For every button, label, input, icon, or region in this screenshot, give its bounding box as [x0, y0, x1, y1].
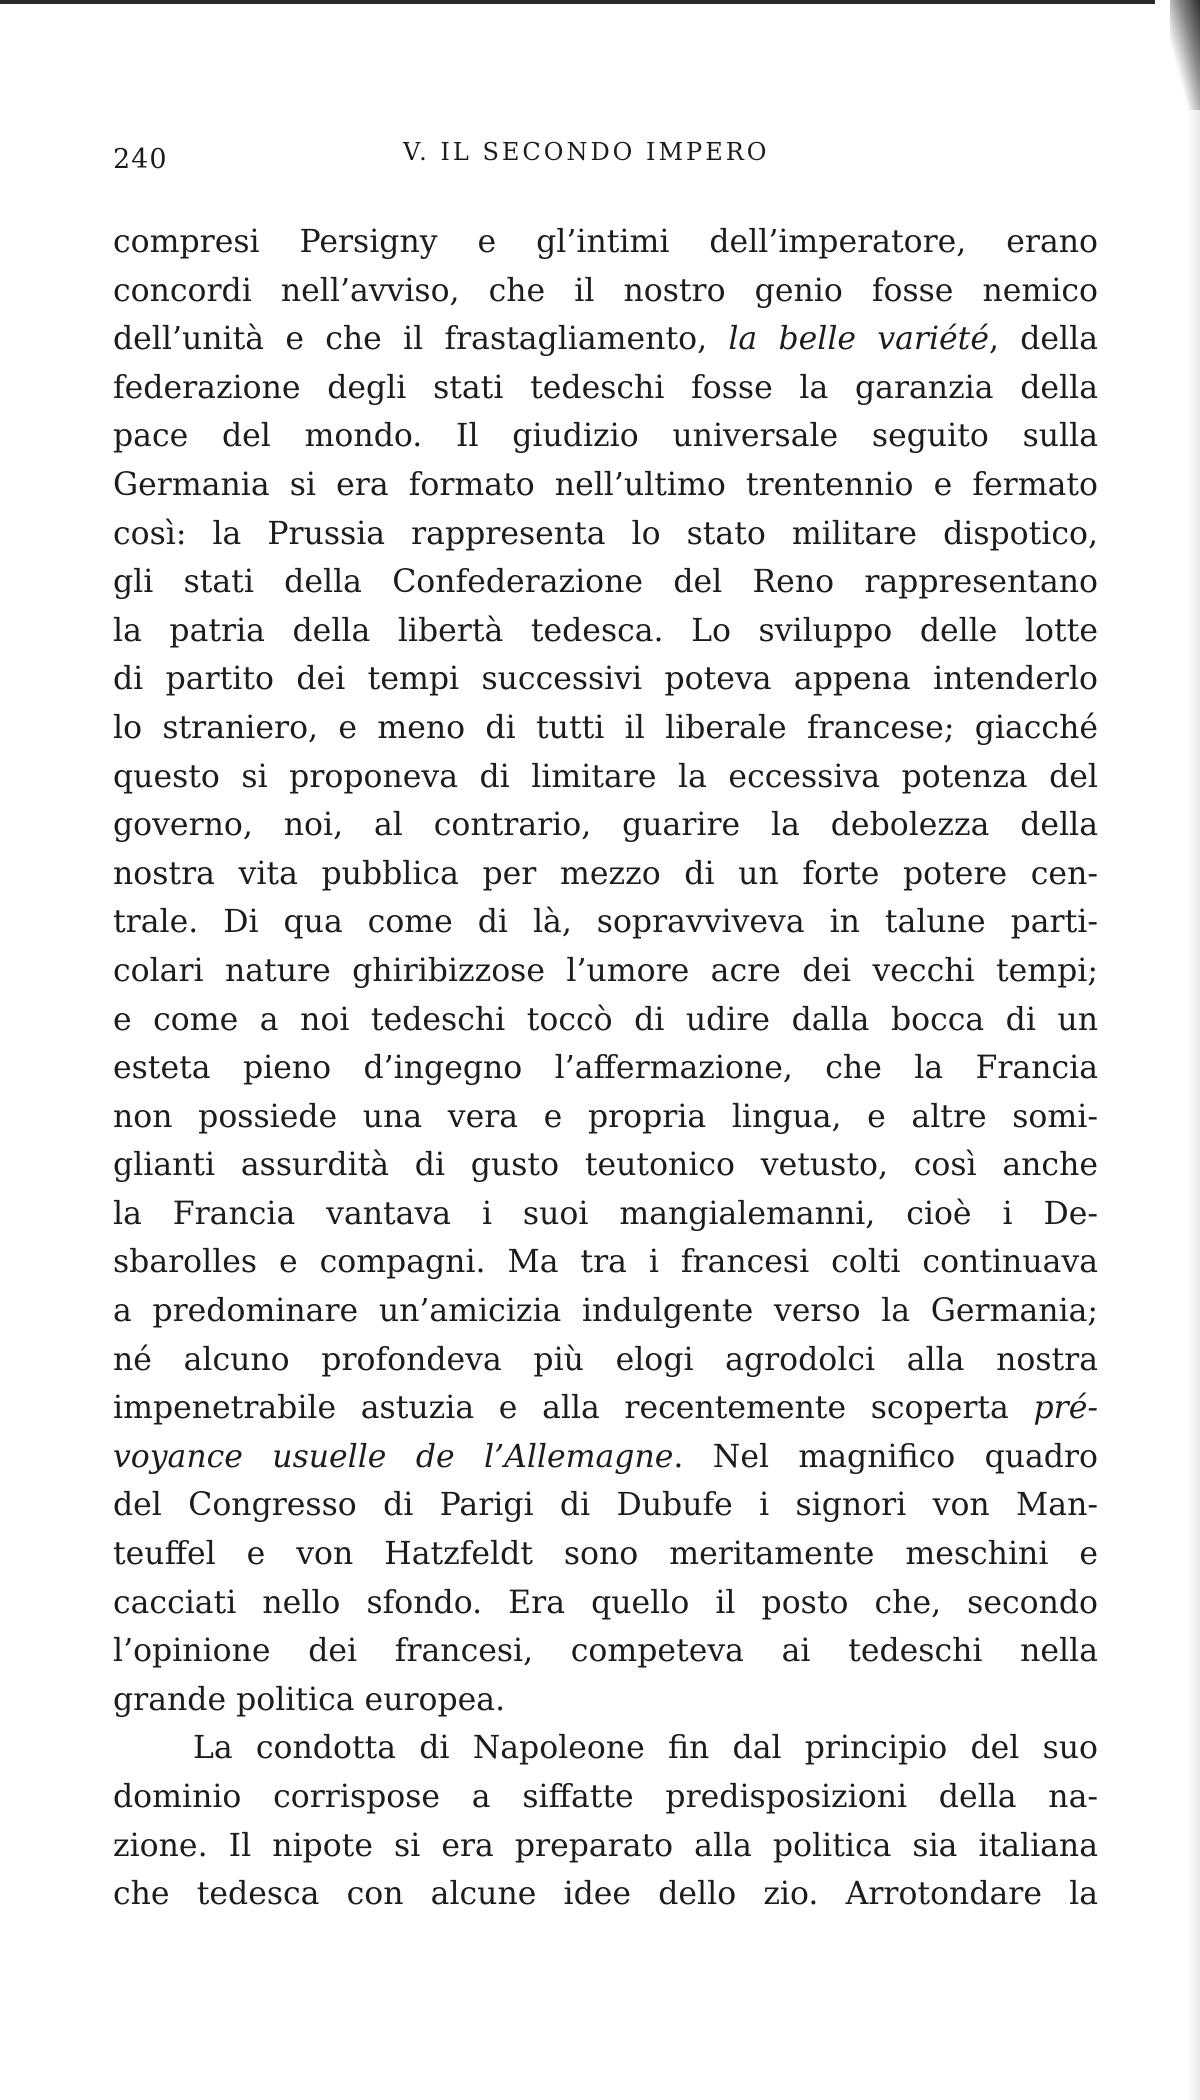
text-segment: di partito dei tempi successivi poteva appena intenderlo	[113, 661, 1098, 698]
text-segment: zione. Il nipote si era preparato alla politica sia italiana	[113, 1827, 1098, 1864]
text-line	[113, 1627, 1098, 1676]
italic-phrase: pré-	[1033, 1390, 1098, 1427]
text-line	[113, 412, 1098, 461]
text-line	[113, 1773, 1098, 1822]
text-segment: che tedesca con alcune idee dello zio. Arrotondare la	[113, 1876, 1098, 1913]
text-line	[113, 558, 1098, 607]
text-line	[113, 801, 1098, 850]
text-segment: governo, noi, al contrario, guarire la debolezza della	[113, 807, 1098, 844]
text-line	[113, 1336, 1098, 1385]
italic-phrase: la belle variété	[728, 321, 989, 358]
text-line	[113, 850, 1098, 899]
text-line	[113, 655, 1098, 704]
text-segment: impenetrabile astuzia e alla recentemente scoperta	[113, 1390, 1034, 1427]
text-line	[113, 267, 1098, 316]
text-segment: la Francia vantava i suoi mangialemanni, cioè i De-	[113, 1195, 1098, 1232]
text-line	[113, 218, 1098, 267]
text-line	[113, 996, 1098, 1045]
text-line	[113, 704, 1098, 753]
text-segment: esteta pieno d’ingegno l’affermazione, che la Francia	[113, 1050, 1098, 1087]
text-segment: federazione degli stati tedeschi fosse la garanzia della	[113, 369, 1098, 406]
text-segment: glianti assurdità di gusto teutonico vetusto, così anche	[113, 1147, 1098, 1184]
text-line	[113, 1287, 1098, 1336]
italic-phrase: voyance usuelle de l’Allemagne	[113, 1438, 674, 1475]
text-segment: concordi nell’avviso, che il nostro genio fosse nemico	[113, 272, 1098, 309]
text-segment: colari nature ghiribizzose l’umore acre dei vecchi tempi;	[113, 952, 1098, 989]
text-segment: teuffel e von Hatzfeldt sono meritamente meschini e	[113, 1536, 1098, 1573]
text-segment: nostra vita pubblica per mezzo di un forte potere cen-	[113, 855, 1098, 892]
text-line	[113, 461, 1098, 510]
text-line	[113, 1724, 1098, 1773]
text-line	[113, 1822, 1098, 1871]
text-segment: né alcuno profondeva più elogi agrodolci alla nostra	[113, 1341, 1098, 1378]
text-line	[113, 1238, 1098, 1287]
text-line	[113, 1870, 1098, 1919]
text-line	[113, 1676, 1098, 1725]
text-segment: l’opinione dei francesi, competeva ai tedeschi nella	[113, 1633, 1098, 1670]
body-text	[113, 218, 1098, 1919]
text-line	[113, 1093, 1098, 1142]
text-line	[113, 1481, 1098, 1530]
text-line	[113, 1044, 1098, 1093]
text-segment: così: la Prussia rappresenta lo stato militare dispotico,	[113, 515, 1098, 552]
text-segment: cacciati nello sfondo. Era quello il posto che, secondo	[113, 1584, 1098, 1621]
text-line	[113, 753, 1098, 802]
text-segment: , della	[988, 321, 1098, 358]
text-segment: non possiede una vera e propria lingua, e altre somi-	[113, 1098, 1098, 1135]
text-segment: pace del mondo. Il giudizio universale seguito sulla	[113, 418, 1098, 455]
text-segment: a predominare un’amicizia indulgente verso la Germania;	[113, 1293, 1098, 1330]
text-line	[113, 1190, 1098, 1239]
text-line	[113, 607, 1098, 656]
text-segment: Germania si era formato nell’ultimo trentennio e fermato	[113, 466, 1098, 503]
text-segment: e come a noi tedeschi toccò di udire dalla bocca di un	[113, 1001, 1098, 1038]
text-segment: compresi Persigny e gl’intimi dell’imperatore, erano	[113, 224, 1098, 260]
text-segment: dominio corrispose a siffatte predisposizioni della na-	[113, 1779, 1098, 1815]
text-segment: gli stati della Confederazione del Reno rappresentano	[113, 564, 1098, 601]
text-segment: del Congresso di Parigi di Dubufe i signori von Man-	[113, 1487, 1098, 1524]
page-number: 240	[113, 144, 168, 175]
text-segment: trale. Di qua come di là, sopravviveva in talune parti-	[113, 904, 1098, 941]
text-segment: la patria della libertà tedesca. Lo sviluppo delle lotte	[113, 612, 1098, 649]
text-line	[113, 1141, 1098, 1190]
text-line	[113, 1579, 1098, 1628]
chapter-title: V. IL SECONDO IMPERO	[403, 138, 770, 166]
text-line	[113, 947, 1098, 996]
text-line	[113, 315, 1098, 364]
text-line	[113, 898, 1098, 947]
text-line	[113, 364, 1098, 413]
text-segment: La condotta di Napoleone fin dal principio del suo	[193, 1730, 1098, 1767]
text-segment: . Nel magnifico quadro	[673, 1438, 1098, 1475]
top-border-rule	[0, 0, 1155, 4]
text-line	[113, 1433, 1098, 1482]
scan-page-edge	[1186, 0, 1200, 2100]
text-segment: sbarolles e compagni. Ma tra i francesi colti continuava	[113, 1244, 1098, 1281]
text-segment: dell’unità e che il frastagliamento,	[113, 321, 729, 358]
text-line	[113, 1384, 1098, 1433]
text-segment: lo straniero, e meno di tutti il liberale francese; giacché	[113, 709, 1098, 746]
text-line	[113, 1530, 1098, 1579]
text-segment: grande politica europea.	[113, 1681, 506, 1718]
text-segment: questo si proponeva di limitare la eccessiva potenza del	[113, 758, 1098, 795]
text-line	[113, 510, 1098, 559]
running-header	[113, 138, 1123, 178]
scan-corner-shadow	[1170, 0, 1200, 110]
